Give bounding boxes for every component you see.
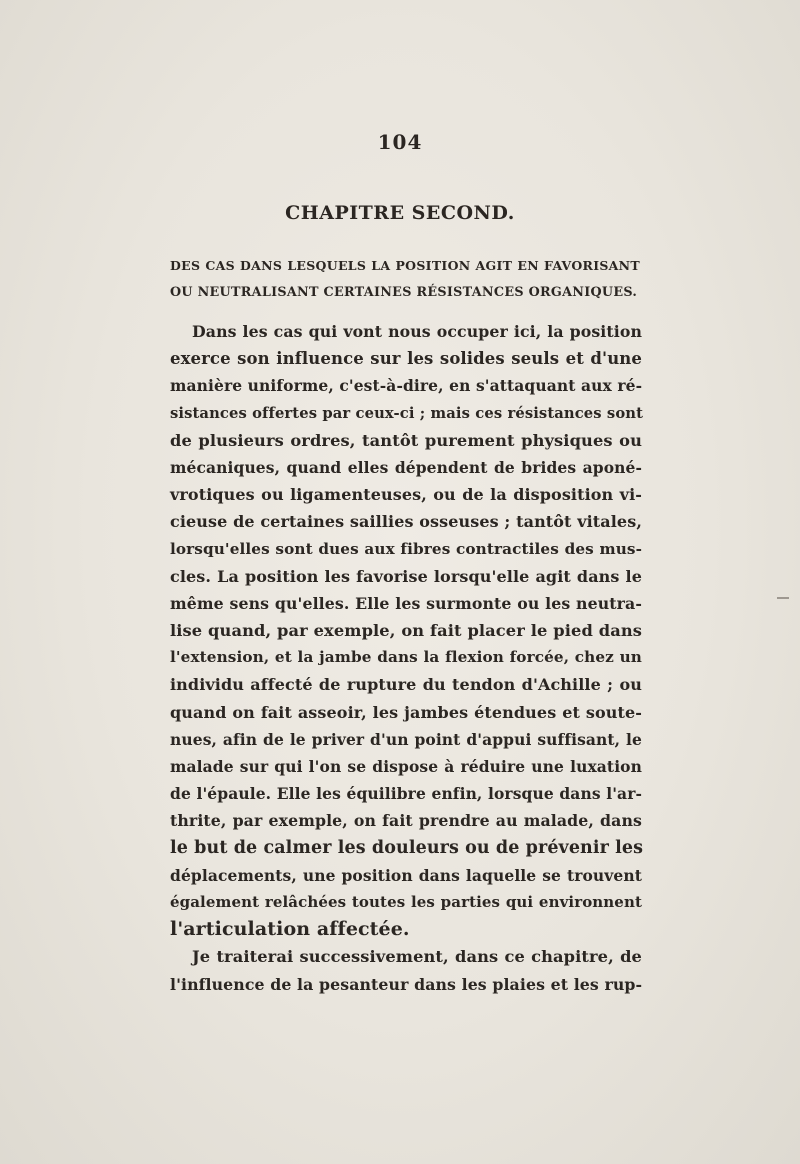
text-line: Dans les cas qui vont nous occuper ici, la position — [192, 322, 642, 341]
text-line: individu affecté de rupture du tendon d'Achille ; ou — [170, 675, 642, 695]
text-line: même sens qu'elles. Elle les surmonte ou les neutra- — [170, 593, 642, 613]
text-line: également relâchées toutes les parties qui environnent — [170, 892, 642, 911]
text-line: nues, afin de le priver d'un point d'appui suffisant, le — [170, 729, 642, 749]
text-line: manière uniforme, c'est-à-dire, en s'attaquant aux ré- — [170, 376, 643, 396]
text-line: quand on fait asseoir, les jambes étendues et soute- — [170, 702, 642, 722]
text-line: thrite, par exemple, on fait prendre au malade, dans — [170, 811, 642, 831]
text-line: le but de calmer les douleurs ou de prévenir les — [170, 837, 644, 858]
text-line: exerce son influence sur les solides seuls et d'une — [170, 349, 642, 369]
text-line: vrotiques ou ligamenteuses, ou de la disposition vi- — [170, 485, 642, 505]
text-line: de plusieurs ordres, tantôt purement physiques ou — [170, 430, 642, 450]
text-line: sistances offertes par ceux-ci ; mais ces résistances sont — [170, 404, 644, 422]
text-line: lise quand, par exemple, on fait placer le pied dans — [170, 621, 642, 641]
body-text — [170, 318, 642, 998]
chapter-subtitle-line-1: DES CAS DANS LESQUELS LA POSITION AGIT EN FAVORISANT — [170, 258, 640, 273]
text-line: de l'épaule. Elle les équilibre enfin, lorsque dans l'ar- — [170, 784, 642, 804]
text-line: mécaniques, quand elles dépendent de brides aponé- — [170, 457, 642, 477]
text-line: lorsqu'elles sont dues aux fibres contractiles des mus- — [170, 539, 642, 558]
text-line: cles. La position les favorise lorsqu'elle agit dans le — [170, 566, 642, 586]
text-line: l'extension, et la jambe dans la flexion forcée, chez un — [170, 648, 642, 667]
text-line: l'articulation affectée. — [170, 918, 410, 941]
text-line: déplacements, une position dans laquelle se trouvent — [170, 865, 642, 885]
chapter-subtitle-line-2: OU NEUTRALISANT CERTAINES RÉSISTANCES ORGANIQUES. — [170, 285, 638, 300]
text-line: l'influence de la pesanteur dans les plaies et les rup- — [170, 974, 643, 994]
page-number: 104 — [377, 130, 423, 154]
margin-mark — [777, 597, 789, 599]
text-line: Je traiterai successivement, dans ce chapitre, de — [192, 947, 642, 967]
text-line: malade sur qui l'on se dispose à réduire une luxation — [170, 757, 642, 776]
text-line: cieuse de certaines saillies osseuses ; tantôt vitales, — [170, 512, 642, 532]
chapter-title: CHAPITRE SECOND. — [285, 202, 515, 224]
